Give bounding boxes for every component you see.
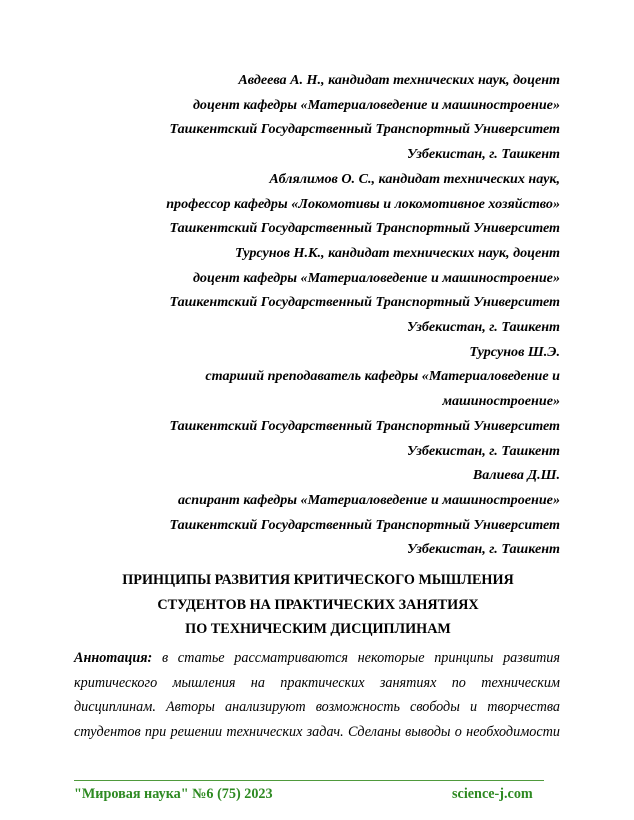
author-line: Турсунов Ш.Э.	[469, 343, 560, 360]
title-line: СТУДЕНТОВ НА ПРАКТИЧЕСКИХ ЗАНЯТИЯХ	[157, 596, 479, 613]
title-line: ПО ТЕХНИЧЕСКИМ ДИСЦИПЛИНАМ	[185, 621, 451, 638]
abstract-line: дисциплинам. Авторы анализируют возможность свободы и творчества	[74, 699, 560, 716]
author-line: профессор кафедры «Локомотивы и локомотивное хозяйство»	[166, 195, 560, 212]
author-line: Ташкентский Государственный Транспортный Университет	[169, 516, 560, 533]
author-line: Узбекистан, г. Ташкент	[407, 541, 560, 558]
author-line: Ташкентский Государственный Транспортный Университет	[169, 220, 560, 237]
author-line: доцент кафедры «Материаловедение и машиностроение»	[192, 96, 560, 113]
author-line: доцент кафедры «Материаловедение и машиностроение»	[192, 269, 560, 286]
author-line: Ташкентский Государственный Транспортный Университет	[169, 294, 560, 311]
title-line: ПРИНЦИПЫ РАЗВИТИЯ КРИТИЧЕСКОГО МЫШЛЕНИЯ	[122, 572, 514, 588]
abstract-line: критического мышления на практических занятиях по техническим	[74, 674, 560, 691]
author-line: Ташкентский Государственный Транспортный Университет	[169, 417, 560, 434]
author-line: Ташкентский Государственный Транспортный Университет	[169, 121, 560, 138]
abstract-line	[74, 646, 560, 671]
author-line: Аблялимов О. С., кандидат технических наук,	[269, 170, 560, 187]
author-line: аспирант кафедры «Материаловедение и машиностроение»	[178, 491, 560, 508]
footer-divider	[74, 780, 544, 781]
author-line: Валиева Д.Ш.	[472, 467, 560, 484]
footer-journal: "Мировая наука" №6 (75) 2023	[74, 786, 273, 802]
paper-title	[60, 568, 576, 642]
author-line: Турсунов Н.К., кандидат технических наук, доцент	[234, 244, 560, 261]
author-line: Авдеева А. Н., кандидат технических наук, доцент	[238, 72, 560, 88]
author-line: Узбекистан, г. Ташкент	[407, 319, 560, 336]
author-line: старший преподаватель кафедры «Материаловедение и	[205, 368, 560, 385]
abstract-label: Аннотация:	[74, 650, 153, 666]
abstract-line: студентов при решении технических задач. Сделаны выводы о необходимости	[74, 724, 560, 741]
authors-affiliations	[60, 68, 560, 562]
author-line: Узбекистан, г. Ташкент	[407, 146, 560, 163]
abstract	[74, 646, 560, 745]
author-line: машиностроение»	[442, 393, 560, 410]
footer-site-link[interactable]: science-j.com	[452, 786, 533, 802]
author-line: Узбекистан, г. Ташкент	[407, 442, 560, 459]
abstract-text: в статье рассматриваются некоторые принципы развития	[161, 650, 560, 666]
